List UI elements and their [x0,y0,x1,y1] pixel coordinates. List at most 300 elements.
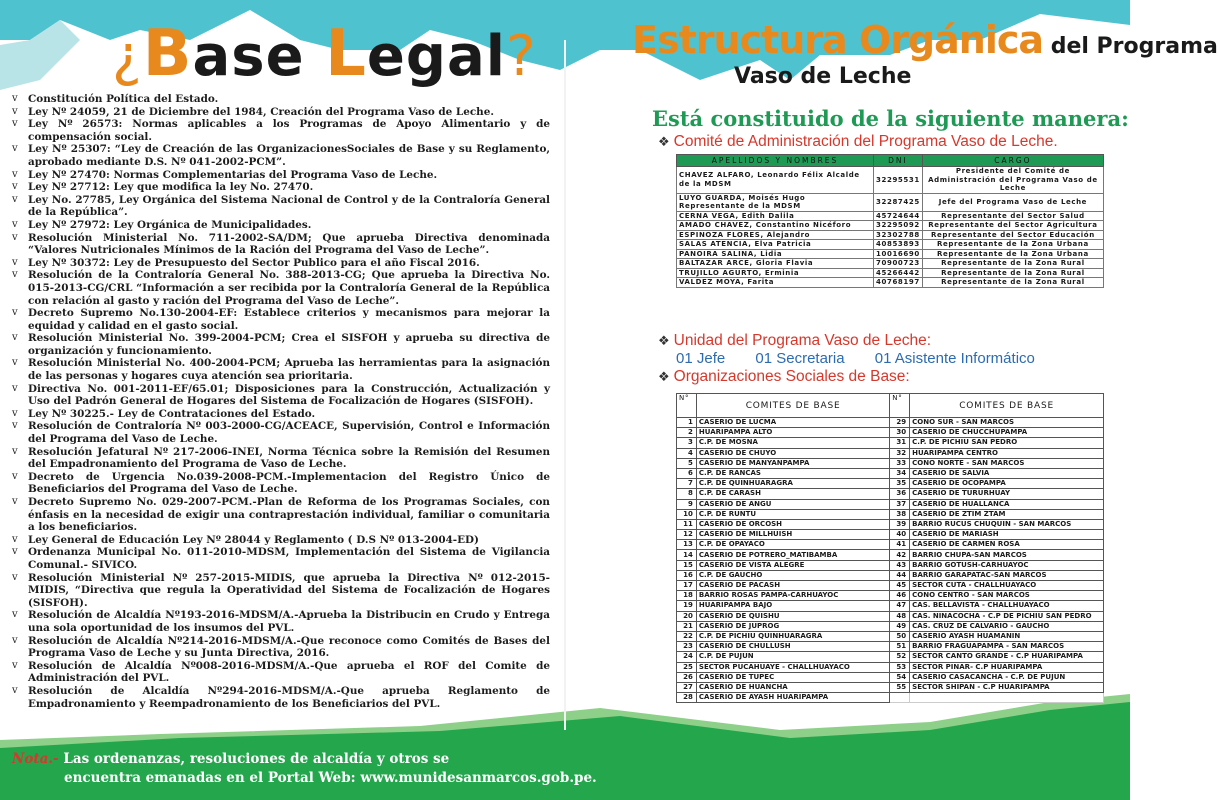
bases-cell-number-right: 51 [890,642,910,652]
bullet-icon: v [12,105,18,117]
bases-cell-name-left: BARRIO ROSAS PAMPA-CARHUAYOC [696,591,889,601]
bases-cell-number-left: 27 [677,682,697,692]
legal-basis-text: Directiva No. 001-2011-EF/65.01; Disposiciones para la Construcción, Actualización y Uso del Padrón General de Hogares del Sistema de Focalización de Hogares (SISFOH). [28,382,550,408]
bases-cell-name-right: HUARIPAMPA CENTRO [910,448,1104,458]
bases-row [677,693,1104,703]
committee-cell-name: VALDEZ MOYA, Farita [677,278,874,288]
unidad-item-jefe: 01 Jefe [676,350,726,367]
bases-row [677,560,1104,570]
bases-row [677,499,1104,509]
legal-basis-item [10,635,550,660]
bases-cell-name-right: CASERIO DE CHUCCHUPAMPA [910,428,1104,438]
bullet-icon: v [12,168,18,180]
committee-cell-name: LUYO GUARDA, Moisés Hugo Representante de la MDSM [677,193,874,211]
committee-cell-cargo: Representante del Sector Educación [922,230,1103,240]
bases-row [677,519,1104,529]
bases-cell-name-right: CASERIO DE TURURHUAY [910,489,1104,499]
bases-row [677,468,1104,478]
bases-cell-name-right: SECTOR CUTA - CHALLHUAYACO [910,581,1104,591]
committee-cell-name: ESPINOZA FLORES, Alejandro [677,230,874,240]
constituted-heading: Está constituido de la siguiente manera: [652,106,1129,131]
title-rest-ase: ase [192,24,326,89]
bullet-icon: v [12,684,18,696]
bullet-icon: v [12,307,18,319]
bases-cell-number-left: 20 [677,611,697,621]
bullet-icon: v [12,571,18,583]
bases-cell-number-left: 23 [677,642,697,652]
committee-cell-cargo: Jefe del Programa Vaso de Leche [922,193,1103,211]
bases-cell-name-right: CASERIO DE OCOPAMPA [910,479,1104,489]
legal-basis-item [10,471,550,496]
legal-basis-item [10,446,550,471]
committee-cell-cargo: Representante de la Zona Rural [922,278,1103,288]
legal-basis-item [10,685,550,710]
bases-cell-name-left: C.P. DE PUJUN [696,652,889,662]
committee-cell-cargo: Representante del Sector Agricultura [922,221,1103,231]
unidad-items [676,350,1061,367]
legal-basis-item [10,534,550,547]
committee-row [677,268,1104,278]
bases-cell-name-left: CASERIO DE ORCOSH [696,519,889,529]
committee-cell-cargo: Presidente del Comité de Administración del Programa Vaso de Leche [922,167,1103,194]
bases-header-row [677,394,1104,418]
bases-cell-number-right: 49 [890,621,910,631]
bases-row [677,530,1104,540]
bases-cell-name-left: C.P. DE OPAYACO [696,540,889,550]
bases-cell-number-right: 52 [890,652,910,662]
bullet-icon: v [12,256,18,268]
committee-cell-name: TRUJILLO AGURTO, Erminia [677,268,874,278]
legal-basis-text: Decreto Supremo No.130-2004-EF: Establece criterios y mecanismos para mejorar la equidad y calidad en el gasto social. [28,307,550,332]
bases-cell-number-left: 5 [677,458,697,468]
committee-row [677,221,1104,231]
bullet-icon: v [12,93,18,104]
committee-cell-dni: 40768197 [874,278,923,288]
bases-cell-name-left: CASERIO DE LUCMA [696,418,889,428]
bullet-icon: v [12,218,18,230]
legal-basis-text: Ley Nº 27972: Ley Orgánica de Municipalidades. [28,218,312,231]
bases-cell-name-right: CASERIO DE ZTIM ZTAM [910,509,1104,519]
bases-row [677,652,1104,662]
bases-row [677,570,1104,580]
bases-cell-name-right: CONO CENTRO - SAN MARCOS [910,591,1104,601]
bullet-icon: v [12,357,18,369]
bases-cell-number-right: 31 [890,438,910,448]
committee-section-label: Comité de Administración del Programa Vaso de Leche. [673,133,1058,150]
bases-cell-name-left: C.P. DE RUNTU [696,509,889,519]
bases-row [677,489,1104,499]
bases-cell-number-right: 50 [890,631,910,641]
bases-cell-name-left: CASERIO DE PACASH [696,581,889,591]
committee-row [677,249,1104,259]
bullet-icon: v [12,546,18,558]
bases-cell-name-right: CASERIO DE SALVIA [910,468,1104,478]
bases-cell-name-right: CASERIO DE CARMEN ROSA [910,540,1104,550]
bases-cell-name-left: CASERIO DE CHULLUSH [696,642,889,652]
bases-row [677,611,1104,621]
legal-basis-item [10,106,550,119]
bullet-icon: v [12,118,18,130]
legal-basis-text: Ley No. 27785, Ley Orgánica del Sistema Nacional de Control y de la Contraloría General de la República”. [28,193,550,219]
bases-cell-number-right: 36 [890,489,910,499]
bases-cell-number-left: 4 [677,448,697,458]
legal-basis-text: Resolución Jefatural Nº 217-2006-INEI, Norma Técnica sobre la Remisión del Resumen del Empadronamiento del Programa de Vaso de Leche. [28,445,550,471]
bullet-icon: v [12,181,18,193]
bases-cell-name-right: SECTOR CANTO GRANDE - C.P HUARIPAMPA [910,652,1104,662]
legal-basis-text: Resolución de Alcaldía Nº214-2016-MDSM/A.-Que reconoce como Comités de Bases del Programa Vaso de Leche y su Junta Directiva, 2016. [28,634,550,660]
bases-cell-name-left: CASERIO DE HUANCHA [696,682,889,692]
bullet-icon: v [12,332,18,344]
bases-cell-number-left: 15 [677,560,697,570]
committee-cell-dni: 32287425 [874,193,923,211]
note-label: Nota.- [12,751,59,767]
bases-cell-name-left: SECTOR PUCAHUAYE - CHALLHUAYACO [696,662,889,672]
committee-cell-dni: 32295092 [874,221,923,231]
bases-row [677,509,1104,519]
committee-row [677,259,1104,269]
bases-cell-name-left: CASERIO DE AYASH HUARIPAMPA [696,693,889,703]
bases-row [677,682,1104,692]
committee-row [677,230,1104,240]
legal-basis-text: Resolución de Alcaldía Nº193-2016-MDSM/A.-Aprueba la Distribucin en Crudo y Entrega una sola oportunidad de los insumos del PVL. [28,609,550,634]
bases-cell-name-left: C.P. DE PICHIU QUINHUARAGRA [696,631,889,641]
bases-row [677,540,1104,550]
committee-cell-cargo: Representante de la Zona Urbana [922,240,1103,250]
legal-basis-text: Decreto de Urgencia No.039-2008-PCM.-Implementacion del Registro Único de Beneficiarios del Programa del Vaso de Leche. [28,470,550,496]
bases-row [677,591,1104,601]
bases-cell-name-right: CASERIO DE MARIASH [910,530,1104,540]
base-legal-title [112,17,537,91]
bases-cell-number-right: 30 [890,428,910,438]
legal-basis-text: Ley Nº 24059, 21 de Diciembre del 1984, Creación del Programa Vaso de Leche. [28,105,494,118]
bases-header-name-left: COMITES DE BASE [696,394,889,418]
bases-cell-number-left: 16 [677,570,697,580]
legal-basis-text: Ley Nº 27470: Normas Complementarias del Programa Vaso de Leche. [28,168,438,181]
bases-cell-name-right: BARRIO CHUPA-SAN MARCOS [910,550,1104,560]
bullet-icon: v [12,533,18,545]
bases-row [677,438,1104,448]
committee-cell-name: PANOIRA SALINA, Lidia [677,249,874,259]
bullet-icon: v [12,231,18,243]
committee-cell-dni: 70900723 [874,259,923,269]
orgs-section-heading [658,368,910,386]
bases-row [677,672,1104,682]
bases-cell-number-left: 28 [677,693,697,703]
bases-cell-number-right: 41 [890,540,910,550]
committee-cell-cargo: Representante de la Zona Urbana [922,249,1103,259]
bases-cell-name-right: SECTOR PINAR- C.P HUARIPAMPA [910,662,1104,672]
bases-cell-number-right: 38 [890,509,910,519]
legal-basis-text: Constitución Política del Estado. [28,93,219,105]
bullet-icon: v [12,143,18,155]
bases-cell-number-right: 33 [890,458,910,468]
committee-row [677,240,1104,250]
committee-section-heading [658,133,1058,151]
bases-cell-number-left: 17 [677,581,697,591]
bases-cell-name-left: CASERIO DE JUPROG [696,621,889,631]
committee-cell-dni: 10016690 [874,249,923,259]
committee-cell-name: SALAS ATENCIA, Elva Patricia [677,240,874,250]
legal-basis-item [10,609,550,634]
legal-basis-text: Ley Nº 30225.- Ley de Contrataciones del Estado. [28,407,316,420]
bases-cell-name-right: CASERIO CASACANCHA - C.P. DE PUJUN [910,672,1104,682]
legal-basis-item [10,219,550,232]
bases-cell-name-left: C.P. DE RANCAS [696,468,889,478]
bases-cell-name-right: CONO NORTE - SAN MARCOS [910,458,1104,468]
committee-cell-dni: 40853893 [874,240,923,250]
bases-header-name-right: COMITES DE BASE [910,394,1104,418]
legal-basis-text: Ley Nº 26573: Normas aplicables a los Programas de Apoyo Alimentario y de compensación social. [28,118,550,143]
legal-basis-text: Resolución de Alcaldía Nº008-2016-MDSM/A.-Que aprueba el ROF del Comite de Administración del PVL. [28,659,550,685]
footer-note [12,750,612,788]
bases-cell-number-right [890,693,910,703]
bases-cell-number-right: 35 [890,479,910,489]
legal-basis-item [10,143,550,168]
bases-cell-number-right: 43 [890,560,910,570]
committee-cell-dni: 32295531 [874,167,923,194]
structure-subtitle: Vaso de Leche [734,64,912,89]
bases-row [677,479,1104,489]
bases-cell-name-left: CASERIO DE MANYANPAMPA [696,458,889,468]
committee-row [677,278,1104,288]
bases-cell-number-right: 34 [890,468,910,478]
bases-cell-number-right: 44 [890,570,910,580]
legal-basis-item [10,169,550,182]
committee-cell-cargo: Representante de la Zona Rural [922,259,1103,269]
bases-cell-name-left: CASERIO DE VISTA ALEGRE [696,560,889,570]
legal-basis-text: Resolución de Alcaldía Nº294-2016-MDSM/A.-Que aprueba Reglamento de Empadronamiento y Reempadronamiento de los Beneficiarios del PVL. [28,684,550,710]
bases-cell-name-left: CASERIO DE MILLHUISH [696,530,889,540]
bases-cell-name-right: SECTOR SHIPAN - C.P HUARIPAMPA [910,682,1104,692]
legal-basis-text: Ley Nº 27712: Ley que modifica la ley No. 27470. [28,181,314,194]
legal-basis-item [10,93,550,106]
bases-cell-number-left: 14 [677,550,697,560]
committee-cell-name: BALTAZAR ARCE, Gloria Flavia [677,259,874,269]
bases-cell-number-left: 12 [677,530,697,540]
legal-basis-item [10,269,550,307]
bases-row [677,601,1104,611]
bases-cell-number-right: 42 [890,550,910,560]
structure-title [632,18,1218,62]
bases-cell-number-right: 47 [890,601,910,611]
title-close-question: ? [505,24,537,89]
bases-cell-name-right: CONO SUR - SAN MARCOS [910,418,1104,428]
bases-cell-number-right: 54 [890,672,910,682]
legal-basis-item [10,420,550,445]
diamond-bullet-icon: ❖ [658,369,670,384]
committee-cell-cargo: Representante del Sector Salud [922,211,1103,221]
structure-title-rest: del Programa [1043,34,1218,59]
bullet-icon: v [12,420,18,432]
bullet-icon: v [12,659,18,671]
bases-cell-name-left: HUARIPAMPA ALTO [696,428,889,438]
bullet-icon: v [12,193,18,205]
bases-row [677,418,1104,428]
bases-row [677,662,1104,672]
committee-header-row [677,155,1104,167]
legal-basis-text: Ordenanza Municipal No. 011-2010-MDSM, Implementación del Sistema de Vigilancia Comunal.- SIVICO. [28,546,550,571]
bases-row [677,642,1104,652]
bases-cell-number-left: 11 [677,519,697,529]
note-line-1: Las ordenanzas, resoluciones de alcaldía y otros se [58,751,450,767]
bullet-icon: v [12,609,18,621]
committee-cell-dni: 32302788 [874,230,923,240]
bases-cell-number-left: 26 [677,672,697,682]
bases-cell-name-left: CASERIO DE CHUYO [696,448,889,458]
bases-cell-number-left: 22 [677,631,697,641]
legal-basis-item [10,572,550,610]
bases-cell-name-right: C.P. DE PICHIU SAN PEDRO [910,438,1104,448]
legal-basis-text: Ley Nº 30372: Ley de Presupuesto del Sector Publico para el año Fiscal 2016. [28,256,480,269]
bases-cell-number-right: 45 [890,581,910,591]
committee-cell-cargo: Representante de la Zona Rural [922,268,1103,278]
bases-cell-number-left: 8 [677,489,697,499]
bullet-icon: v [12,382,18,394]
bases-cell-number-left: 25 [677,662,697,672]
bases-cell-number-right: 29 [890,418,910,428]
committee-cell-name: AMADO CHAVEZ, Constantino Nicéforo [677,221,874,231]
bases-cell-number-left: 10 [677,509,697,519]
unidad-section-label: Unidad del Programa Vaso de Leche: [673,332,932,349]
bullet-icon: v [12,470,18,482]
legal-basis-item [10,383,550,408]
committee-header-cargo: CARGO [922,155,1103,167]
bases-cell-name-left: C.P. DE GAUCHO [696,570,889,580]
legal-basis-text: Resolución de Contraloría Nº 003-2000-CG/ACEACE, Supervisión, Control e Información del Programa del Vaso de Leche. [28,420,550,446]
bases-cell-number-left: 6 [677,468,697,478]
committee-row [677,193,1104,211]
bases-table [676,393,1104,703]
bases-cell-number-left: 3 [677,438,697,448]
committee-header-name: APELLIDOS Y NOMBRES [677,155,874,167]
bases-cell-number-right: 55 [890,682,910,692]
legal-basis-item [10,307,550,332]
bullet-icon: v [12,269,18,281]
bases-cell-number-left: 21 [677,621,697,631]
committee-header-dni: DNI [874,155,923,167]
title-open-question: ¿ [112,24,143,89]
bases-cell-number-right: 40 [890,530,910,540]
legal-basis-text: Resolución Ministerial Nº 257-2015-MIDIS, que aprueba la Directiva Nº 012-2015-MIDIS, “Directiva que regula la Operatividad del Sistema de Focalización de Hogares (SISFOH). [28,571,550,609]
committee-row [677,211,1104,221]
legal-basis-text: Resolución de la Contraloría General No. 388-2013-CG; Que aprueba la Directiva No. 015-2013-CG/CRL “Información a ser recibida por la Contraloría General de la República con relación al gasto y ración del Programa del Vaso de Leche”. [28,269,550,307]
bases-cell-name-right: CAS. BELLAVISTA - CHALLHUAYACO [910,601,1104,611]
bases-cell-name-left: C.P. DE MOSNA [696,438,889,448]
bases-row [677,621,1104,631]
bases-cell-number-right: 37 [890,499,910,509]
bases-cell-number-left: 24 [677,652,697,662]
committee-row [677,167,1104,194]
legal-basis-text: Resolución Ministerial No. 400-2004-PCM; Aprueba las herramientas para la asignación de las personas y hogares cuya atención sea prioritaria. [28,357,550,383]
unidad-section-heading [658,332,931,350]
diamond-bullet-icon: ❖ [658,333,670,348]
bases-cell-name-left: CASERIO DE POTRERO_MATIBAMBA [696,550,889,560]
bases-cell-number-left: 9 [677,499,697,509]
committee-table [676,154,1104,288]
bullet-icon: v [12,634,18,646]
bases-cell-name-right: CAS. CRUZ DE CALVARIO - GAUCHO [910,621,1104,631]
bases-cell-number-right: 46 [890,591,910,601]
legal-basis-item [10,496,550,534]
bases-cell-number-right: 39 [890,519,910,529]
legal-basis-item [10,194,550,219]
diamond-bullet-icon: ❖ [658,134,670,149]
bases-cell-name-left: C.P. DE QUINHUARAGRA [696,479,889,489]
committee-cell-dni: 45266442 [874,268,923,278]
title-cap-b: B [142,17,193,91]
bases-row [677,428,1104,438]
unidad-item-asistente: 01 Asistente Informático [874,350,1035,367]
committee-cell-dni: 45724644 [874,211,923,221]
bases-cell-name-right: BARRIO GARAPATAC-SAN MARCOS [910,570,1104,580]
committee-cell-name: CHAVEZ ALFARO, Leonardo Félix Alcalde de la MDSM [677,167,874,194]
committee-cell-name: CERNA VEGA, Edith Dalila [677,211,874,221]
bases-cell-name-right [910,693,1104,703]
bullet-icon: v [12,445,18,457]
legal-basis-item [10,546,550,571]
legal-basis-text: Ley General de Educación Ley Nº 28044 y Reglamento ( D.S Nº 013-2004-ED) [28,533,479,546]
bases-cell-name-left: CASERIO DE ANGU [696,499,889,509]
note-line-2: encuentra emanadas en el Portal Web: www.munidesanmarcos.gob.pe. [64,770,597,786]
bullet-icon: v [12,496,18,507]
bases-cell-name-right: BARRIO RUCUS CHUQUIN - SAN MARCOS [910,519,1104,529]
title-rest-egal: egal [366,24,506,89]
bases-cell-number-left: 1 [677,418,697,428]
bases-cell-number-left: 19 [677,601,697,611]
legal-basis-text: Decreto Supremo No. 029-2007-PCM.-Plan de Reforma de los Programas Sociales, con énfasis en la necesidad de exigir una contraprestación individual, familiar o comunitaria a los beneficiarios. [28,496,550,534]
bases-cell-name-right: BARRIO FRAGUAPAMPA - SAN MARCOS [910,642,1104,652]
legal-basis-item [10,408,550,421]
bases-header-n-left: N° [677,394,697,418]
legal-basis-item [10,332,550,357]
structure-title-main: Estructura Orgánica [632,18,1044,62]
bases-cell-name-right: CASERIO AYASH HUAMANIN [910,631,1104,641]
legal-basis-item [10,118,550,143]
bullet-icon: v [12,407,18,419]
legal-basis-item [10,357,550,382]
bases-row [677,581,1104,591]
bases-cell-name-right: CAS. NINACOCHA - C.P DE PICHIU SAN PEDRO [910,611,1104,621]
legal-basis-text: Resolución Ministerial No. 399-2004-PCM; Crea el SISFOH y aprueba su directiva de organización y funcionamiento. [28,332,550,357]
bases-cell-name-left: HUARIPAMPA BAJO [696,601,889,611]
legal-basis-item [10,181,550,194]
legal-basis-item [10,232,550,257]
bases-cell-number-left: 18 [677,591,697,601]
legal-basis-item [10,660,550,685]
bases-row [677,631,1104,641]
bases-header-n-right: N° [890,394,910,418]
bases-cell-number-left: 2 [677,428,697,438]
bases-cell-number-right: 48 [890,611,910,621]
legal-basis-text: Resolución Ministerial No. 711-2002-SA/DM; Que aprueba Directiva denominada “Valores Nutricionales Mínimos de la Ración del Programa del Vaso de Leche”. [28,231,550,257]
bases-cell-number-left: 7 [677,479,697,489]
legal-basis-item [10,257,550,270]
bases-cell-number-left: 13 [677,540,697,550]
bases-cell-name-left: C.P. DE CARASH [696,489,889,499]
unidad-item-secretaria: 01 Secretaria [755,350,845,367]
bases-cell-name-left: CASERIO DE QUISHU [696,611,889,621]
bases-cell-number-right: 53 [890,662,910,672]
title-cap-l: L [325,17,367,91]
bases-row [677,448,1104,458]
bases-row [677,550,1104,560]
legal-basis-text: Ley Nº 25307: “Ley de Creación de las OrganizacionesSociales de Base y su Reglamento, aprobado mediante D.S. Nº 041-2002-PCM”. [28,143,550,168]
legal-basis-list [10,93,550,710]
bases-cell-number-right: 32 [890,448,910,458]
bases-cell-name-left: CASERIO DE TUPEC [696,672,889,682]
bases-cell-name-right: CASERIO DE HUALLANCA [910,499,1104,509]
bases-cell-name-right: BARRIO GOTUSH-CARHUAYOC [910,560,1104,570]
